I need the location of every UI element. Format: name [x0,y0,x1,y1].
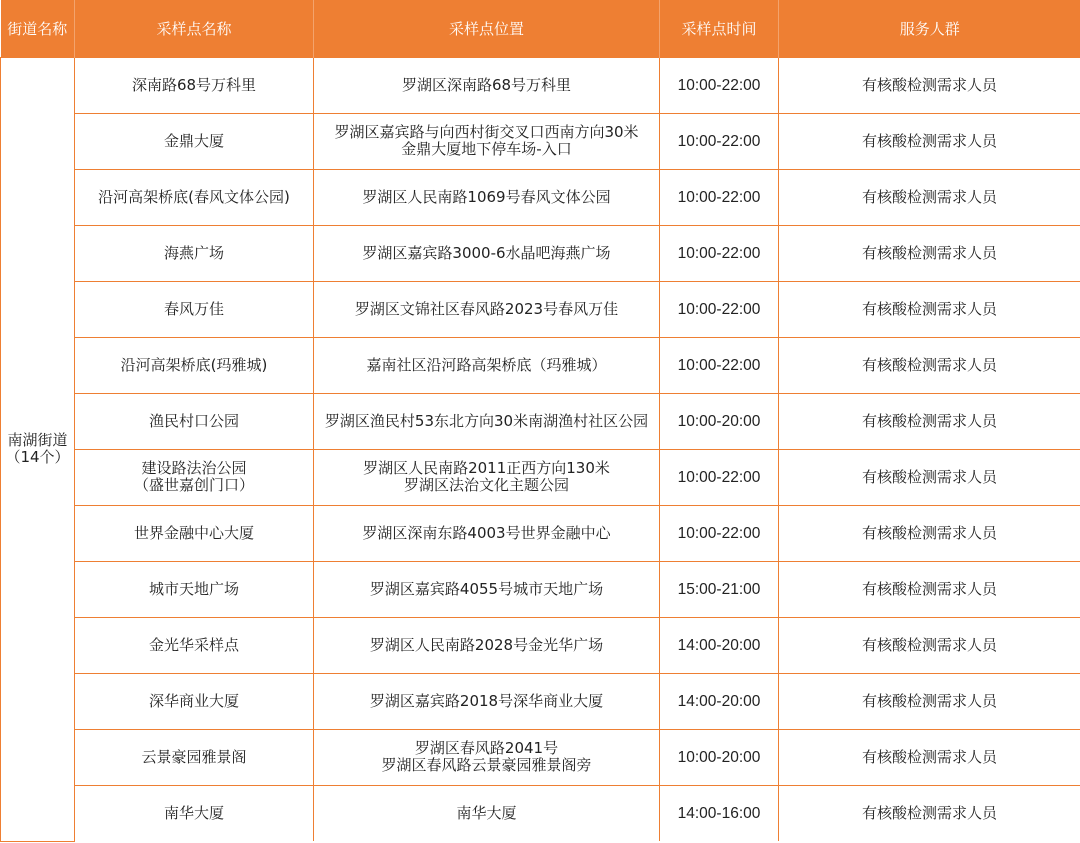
service-group-cell: 有核酸检测需求人员 [779,225,1080,281]
site-name-cell: 南华大厦 [75,785,314,841]
site-name-cell: 世界金融中心大厦 [75,505,314,561]
site-name-cell: 沿河高架桥底(春风文体公园) [75,169,314,225]
site-location-cell: 罗湖区文锦社区春风路2023号春风万佳 [314,281,660,337]
site-location-cell: 罗湖区人民南路2011正西方向130米 罗湖区法治文化主题公园 [314,449,660,505]
site-time-cell: 10:00-22:00 [660,337,779,393]
service-group-cell: 有核酸检测需求人员 [779,393,1080,449]
site-location-cell: 罗湖区春风路2041号 罗湖区春风路云景豪园雅景阁旁 [314,729,660,785]
street-name-cell: 南湖街道 （14个） [1,57,75,841]
site-name-cell: 金光华采样点 [75,617,314,673]
table-row [1,673,1080,729]
service-group-cell: 有核酸检测需求人员 [779,337,1080,393]
service-group-cell: 有核酸检测需求人员 [779,281,1080,337]
site-name-cell: 深华商业大厦 [75,673,314,729]
service-group-cell: 有核酸检测需求人员 [779,617,1080,673]
site-time-cell: 10:00-22:00 [660,449,779,505]
service-group-cell: 有核酸检测需求人员 [779,729,1080,785]
site-time-cell: 15:00-21:00 [660,561,779,617]
service-group-cell: 有核酸检测需求人员 [779,449,1080,505]
table-row [1,505,1080,561]
header-service-group: 服务人群 [779,0,1080,57]
service-group-cell: 有核酸检测需求人员 [779,561,1080,617]
table-row [1,225,1080,281]
site-location-cell: 罗湖区人民南路2028号金光华广场 [314,617,660,673]
header-street: 街道名称 [1,0,75,57]
table-row [1,337,1080,393]
header-site-name: 采样点名称 [75,0,314,57]
site-location-cell: 罗湖区渔民村53东北方向30米南湖渔村社区公园 [314,393,660,449]
table-row [1,113,1080,169]
site-name-cell: 建设路法治公园 （盛世嘉创门口） [75,449,314,505]
table-row [1,281,1080,337]
site-time-cell: 10:00-20:00 [660,393,779,449]
table-row [1,57,1080,113]
site-location-cell: 罗湖区深南东路4003号世界金融中心 [314,505,660,561]
site-location-cell: 罗湖区深南路68号万科里 [314,57,660,113]
site-time-cell: 14:00-20:00 [660,673,779,729]
service-group-cell: 有核酸检测需求人员 [779,785,1080,841]
site-name-cell: 云景豪园雅景阁 [75,729,314,785]
table-body [1,57,1080,841]
site-time-cell: 10:00-22:00 [660,281,779,337]
site-time-cell: 14:00-20:00 [660,617,779,673]
table-row [1,617,1080,673]
site-time-cell: 10:00-22:00 [660,505,779,561]
site-name-cell: 沿河高架桥底(玛雅城) [75,337,314,393]
header-site-location: 采样点位置 [314,0,660,57]
site-location-cell: 罗湖区嘉宾路3000-6水晶吧海燕广场 [314,225,660,281]
service-group-cell: 有核酸检测需求人员 [779,57,1080,113]
site-name-cell: 渔民村口公园 [75,393,314,449]
site-location-cell: 南华大厦 [314,785,660,841]
site-name-cell: 深南路68号万科里 [75,57,314,113]
header-row [1,0,1080,57]
site-time-cell: 10:00-22:00 [660,169,779,225]
service-group-cell: 有核酸检测需求人员 [779,505,1080,561]
service-group-cell: 有核酸检测需求人员 [779,673,1080,729]
table-row [1,561,1080,617]
site-time-cell: 10:00-20:00 [660,729,779,785]
site-location-cell: 罗湖区嘉宾路2018号深华商业大厦 [314,673,660,729]
site-location-cell: 嘉南社区沿河路高架桥底（玛雅城） [314,337,660,393]
site-time-cell: 10:00-22:00 [660,113,779,169]
table-row [1,169,1080,225]
service-group-cell: 有核酸检测需求人员 [779,169,1080,225]
site-location-cell: 罗湖区嘉宾路4055号城市天地广场 [314,561,660,617]
table-row [1,449,1080,505]
site-name-cell: 金鼎大厦 [75,113,314,169]
table-row [1,729,1080,785]
site-time-cell: 10:00-22:00 [660,225,779,281]
site-location-cell: 罗湖区人民南路1069号春风文体公园 [314,169,660,225]
header-site-time: 采样点时间 [660,0,779,57]
site-name-cell: 城市天地广场 [75,561,314,617]
site-name-cell: 春风万佳 [75,281,314,337]
site-name-cell: 海燕广场 [75,225,314,281]
table-row [1,393,1080,449]
service-group-cell: 有核酸检测需求人员 [779,113,1080,169]
site-location-cell: 罗湖区嘉宾路与向西村街交叉口西南方向30米 金鼎大厦地下停车场-入口 [314,113,660,169]
site-time-cell: 14:00-16:00 [660,785,779,841]
table-row [1,785,1080,841]
site-time-cell: 10:00-22:00 [660,57,779,113]
table-header [1,0,1080,57]
